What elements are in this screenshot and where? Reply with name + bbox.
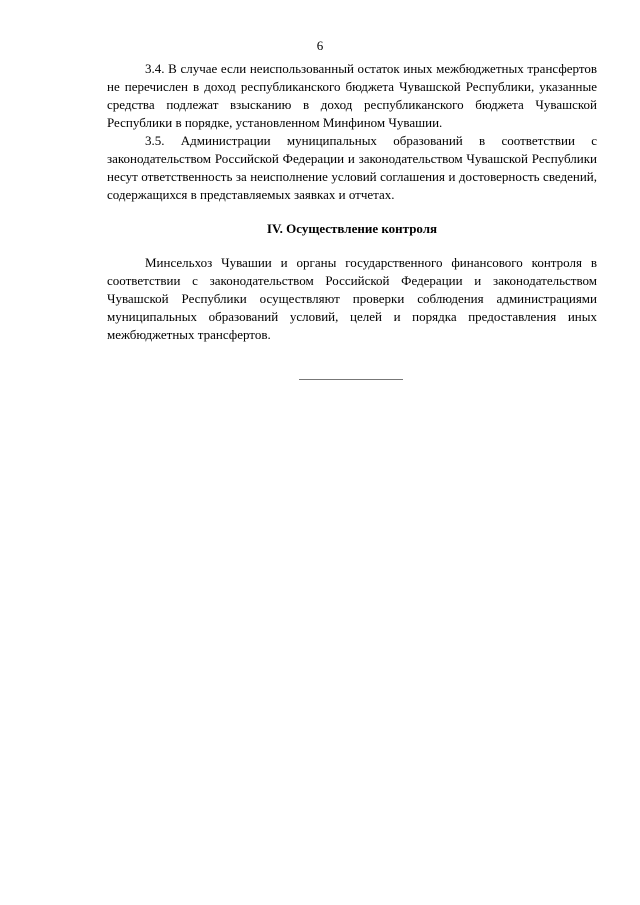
paragraph-3-5: 3.5. Администрации муниципальных образований в соответствии с законодательством Российской Федерации и законодательством Чувашской Республики несут ответственность за неисполнение условий соглашения и достоверность сведений, содержащихся в представляемых заявках и отчетах. [107, 133, 597, 202]
page-number: 6 [316, 38, 324, 53]
end-divider [299, 379, 403, 380]
section-4-paragraph: Минсельхоз Чувашии и органы государственного финансового контроля в соответствии с законодательством Российской Федерации и законодательством Чувашской Республики осуществляют проверки соблюдения администрациями муниципальных образований условий, целей и порядка предоставления иных межбюджетных трансфертов. [107, 255, 597, 342]
section-heading: IV. Осуществление контроля [266, 221, 438, 236]
paragraph-3-4: 3.4. В случае если неиспользованный остаток иных межбюджетных трансфертов не перечислен в доход республиканского бюджета Чувашской Республики, указанные средства подлежат взысканию в доход республиканского бюджета Чувашской Республики в порядке, установленном Минфином Чувашии. [107, 61, 597, 130]
document-body [107, 60, 597, 344]
